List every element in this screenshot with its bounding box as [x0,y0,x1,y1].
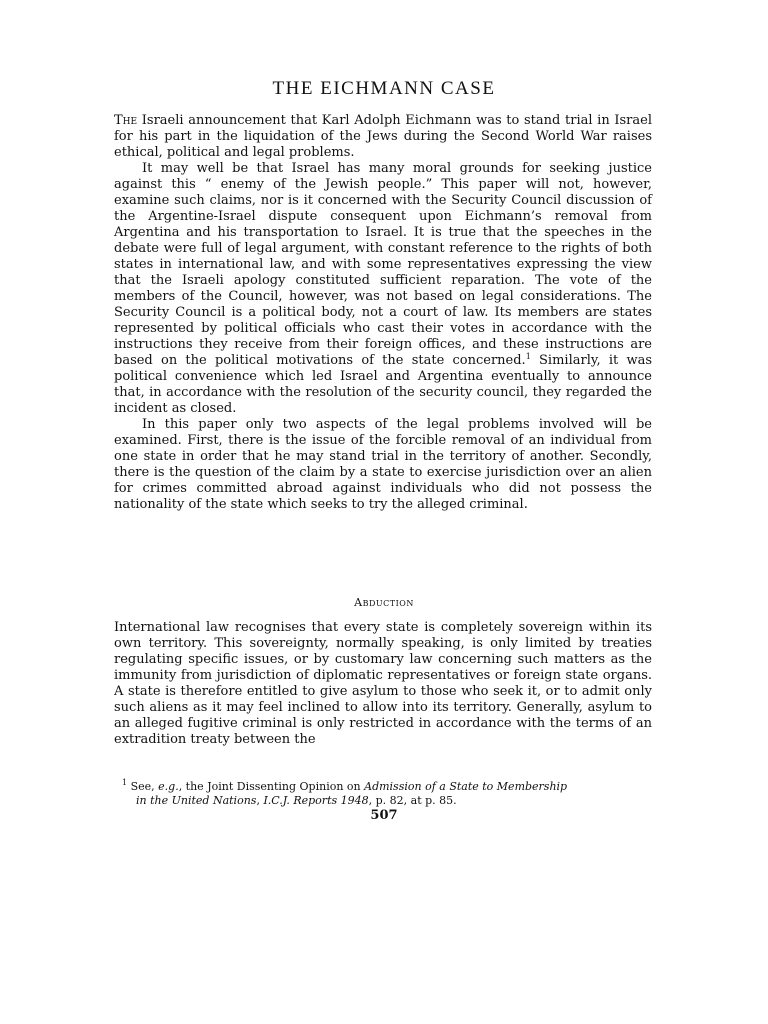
footnote-marker: 1 [122,778,128,787]
lead-word: The [114,113,138,128]
footnote-text-a: See, [127,780,159,793]
paragraph-1-text: Israeli announcement that Karl Adolph Eichmann was to stand trial in Israel for his part in the liquidation of the Jews during the Second World War raises ethical, political and legal problems. [114,113,652,160]
page-title: THE EICHMANN CASE [272,78,496,99]
page-number: 507 [370,808,398,823]
section-heading-text: Abduction [354,596,414,609]
paragraph-1 [114,113,652,161]
section-heading [0,596,768,609]
paragraph-2 [114,161,652,417]
footnote-text-c: , [256,794,264,807]
footnote-text-d: , p. 82, at p. 85. [368,794,457,807]
footnote-case-title: Admission of a State to Membership [364,780,568,793]
footnote-text-b: , the Joint Dissenting Opinion on [178,780,365,793]
footnote-report: I.C.J. Reports 1948 [263,794,369,807]
section-paragraph-1: International law recognises that every state is completely sovereign within its own territory. This sovereignty, normally speaking, is only limited by treaties regulating specific issues, or by customary law concerning such matters as the immunity from jurisdiction of diplomatic representatives or foreign state organs. A state is therefore entitled to give asylum to those who seek it, or to admit only such aliens as it may feel inclined to allow into its territory. Generally, asylum to an alleged fugitive criminal is only restricted in accordance with the terms of an extradition treaty between the [114,620,652,747]
footnote-reference: 1 [525,352,531,361]
paragraph-3: In this paper only two aspects of the legal problems involved will be examined. First, there is the issue of the forcible removal of an individual from one state in order that he may stand trial in the territory of another. Secondly, there is the question of the claim by a state to exercise jurisdiction over an alien for crimes committed abroad against individuals who did not possess the nationality of the state which seeks to try the alleged criminal. [114,417,652,512]
footnote-continuation [122,794,652,808]
footnote-case-title-cont: in the United Nations [136,794,257,807]
footnote [122,780,652,808]
footnote-eg: e.g. [158,780,179,793]
paragraph-2-text-a: It may well be that Israel has many moral grounds for seeking justice against this “ enemy of the Jewish people.” This paper will not, however, examine such claims, nor is it concerned with the Security Council discussion of the Argentine-Israel dispute consequent upon Eichmann’s removal from Argentina and his transportation to Israel. It is true that the speeches in the debate were full of legal argument, with constant reference to the rights of both states in international law, and with some representatives expressing the view that the Israeli apology constituted sufficient reparation. The vote of the members of the Council, however, was not based on legal considerations. The Security Council is a political body, not a court of law. Its members are states represented by political officials who cast their votes in accordance with the instructions they receive from their foreign offices, and these instructions are based on the political motivations of the state concerned. [114,161,652,368]
introduction-text [114,113,652,513]
abduction-section-text [114,620,652,748]
paragraph-2-text-b: Similarly, it was political convenience which led Israel and Argentina eventually to announce that, in accordance with the resolution of the security council, they regarded the incident as closed. [114,353,652,416]
